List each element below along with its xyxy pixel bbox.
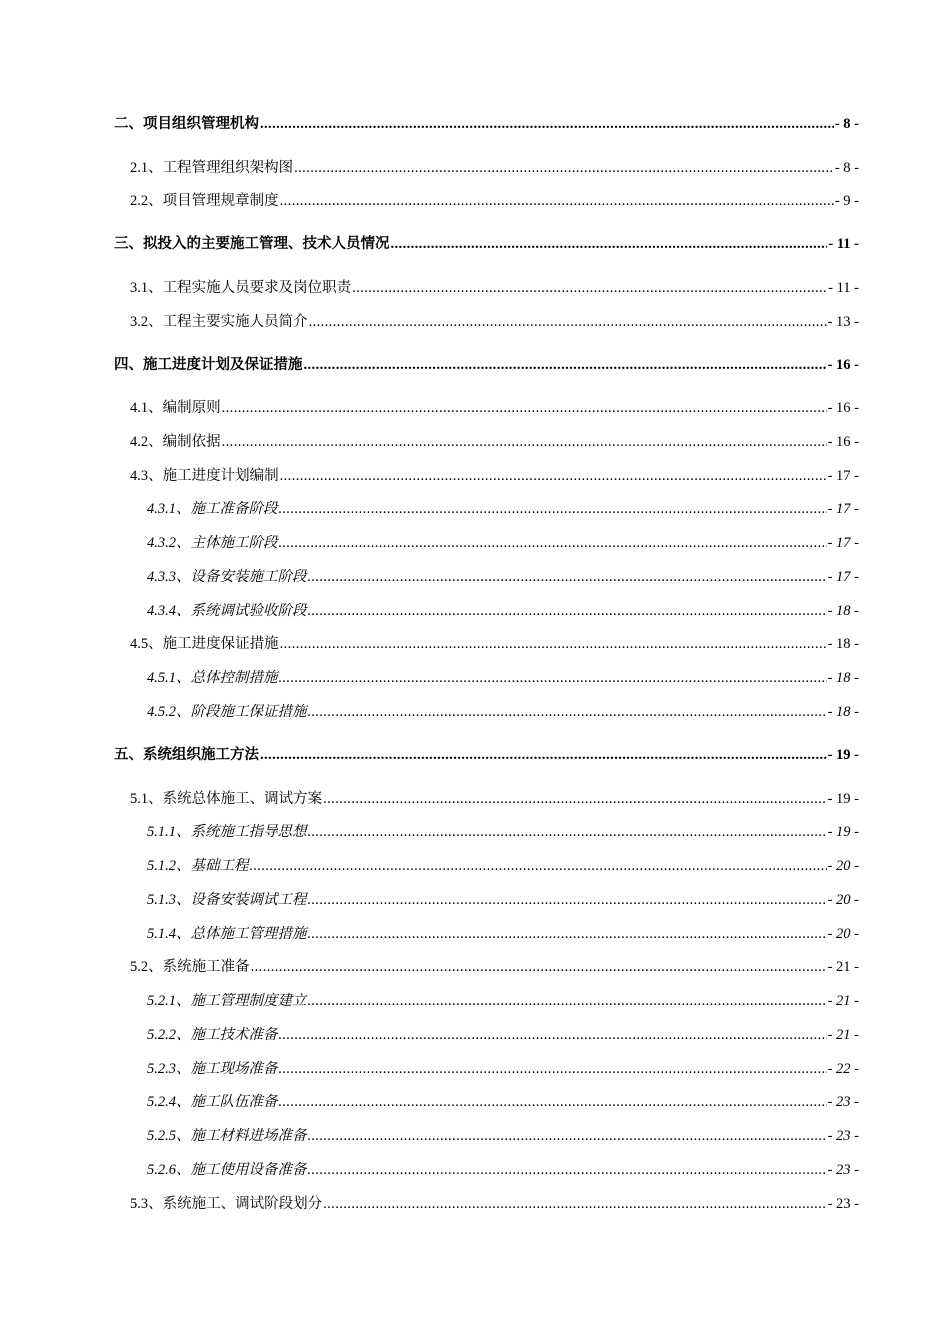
toc-entry[interactable] bbox=[147, 1125, 859, 1147]
toc-entry-page: - 9 - bbox=[834, 193, 859, 209]
toc-leader-dots bbox=[280, 465, 827, 487]
toc-entry[interactable] bbox=[147, 600, 859, 622]
toc-entry-page: - 18 - bbox=[827, 603, 859, 619]
toc-entry[interactable] bbox=[147, 1058, 859, 1080]
toc-entry-title: 5.2.5、施工材料进场准备 bbox=[147, 1128, 307, 1144]
toc-entry[interactable] bbox=[147, 498, 859, 520]
toc-entry[interactable] bbox=[130, 277, 859, 299]
toc-entry-page: - 18 - bbox=[827, 704, 859, 720]
toc-entry-title: 5.1.4、总体施工管理措施 bbox=[147, 926, 307, 942]
toc-entry-page: - 20 - bbox=[827, 892, 859, 908]
toc-leader-dots bbox=[391, 233, 828, 255]
toc-leader-dots bbox=[279, 532, 827, 554]
toc-leader-dots bbox=[279, 1058, 827, 1080]
toc-entry-page: - 18 - bbox=[827, 636, 859, 652]
toc-entry[interactable] bbox=[147, 667, 859, 689]
toc-leader-dots bbox=[323, 1193, 826, 1215]
toc-entry-title: 5.2.4、施工队伍准备 bbox=[147, 1094, 278, 1110]
toc-entry-page: - 16 - bbox=[827, 434, 859, 450]
toc-entry-title: 4.3.1、施工准备阶段 bbox=[147, 501, 278, 517]
toc-entry[interactable] bbox=[147, 701, 859, 723]
toc-leader-dots bbox=[222, 431, 827, 453]
toc-leader-dots bbox=[308, 600, 827, 622]
toc-entry[interactable] bbox=[130, 465, 859, 487]
toc-entry[interactable] bbox=[114, 354, 859, 376]
toc-entry[interactable] bbox=[130, 190, 859, 212]
toc-entry-title: 5.2.6、施工使用设备准备 bbox=[147, 1162, 307, 1178]
toc-entry-page: - 8 - bbox=[834, 160, 859, 176]
toc-entry-page: - 19 - bbox=[827, 791, 859, 807]
toc-entry[interactable] bbox=[130, 431, 859, 453]
toc-entry-title: 三、拟投入的主要施工管理、技术人员情况 bbox=[114, 236, 390, 252]
toc-entry[interactable] bbox=[130, 1193, 859, 1215]
toc-entry-title: 5.1.3、设备安装调试工程 bbox=[147, 892, 307, 908]
toc-entry-page: - 11 - bbox=[828, 236, 859, 252]
toc-entry-title: 5.1、系统总体施工、调试方案 bbox=[130, 791, 323, 807]
toc-entry-page: - 23 - bbox=[827, 1128, 859, 1144]
toc-leader-dots bbox=[308, 701, 827, 723]
toc-entry-page: - 19 - bbox=[827, 824, 859, 840]
toc-entry-page: - 16 - bbox=[827, 357, 859, 373]
toc-entry[interactable] bbox=[130, 956, 859, 978]
toc-entry[interactable] bbox=[130, 633, 859, 655]
toc-entry-title: 4.3.2、主体施工阶段 bbox=[147, 535, 278, 551]
toc-leader-dots bbox=[279, 1024, 827, 1046]
toc-entry-title: 5.3、系统施工、调试阶段划分 bbox=[130, 1196, 323, 1212]
toc-leader-dots bbox=[308, 821, 827, 843]
toc-entry-title: 5.2、系统施工准备 bbox=[130, 959, 250, 975]
toc-entry-page: - 17 - bbox=[827, 569, 859, 585]
toc-entry-title: 2.2、项目管理规章制度 bbox=[130, 193, 279, 209]
toc-entry-title: 3.1、工程实施人员要求及岗位职责 bbox=[130, 280, 352, 296]
toc-leader-dots bbox=[309, 311, 827, 333]
toc-entry[interactable] bbox=[147, 1024, 859, 1046]
toc-entry[interactable] bbox=[147, 990, 859, 1012]
toc-entry[interactable] bbox=[114, 744, 859, 766]
toc-entry-title: 4.5、施工进度保证措施 bbox=[130, 636, 279, 652]
toc-entry-page: - 13 - bbox=[827, 314, 859, 330]
toc-entry-page: - 17 - bbox=[827, 501, 859, 517]
toc-entry[interactable] bbox=[147, 1091, 859, 1113]
toc-entry[interactable] bbox=[130, 788, 859, 810]
toc-leader-dots bbox=[308, 889, 827, 911]
toc-leader-dots bbox=[308, 990, 827, 1012]
toc-leader-dots bbox=[352, 277, 827, 299]
toc-entry-title: 二、项目组织管理机构 bbox=[114, 116, 259, 132]
toc-entry-page: - 17 - bbox=[827, 535, 859, 551]
toc-entry-title: 4.1、编制原则 bbox=[130, 400, 221, 416]
toc-entry-title: 4.3.3、设备安装施工阶段 bbox=[147, 569, 307, 585]
toc-entry-page: - 20 - bbox=[827, 858, 859, 874]
toc-entry-title: 4.3、施工进度计划编制 bbox=[130, 468, 279, 484]
toc-entry[interactable] bbox=[147, 532, 859, 554]
toc-entry[interactable] bbox=[147, 855, 859, 877]
toc-leader-dots bbox=[251, 956, 827, 978]
toc-entry[interactable] bbox=[147, 889, 859, 911]
toc-entry-page: - 21 - bbox=[827, 993, 859, 1009]
toc-entry[interactable] bbox=[130, 397, 859, 419]
toc-leader-dots bbox=[308, 1125, 827, 1147]
toc-leader-dots bbox=[294, 157, 834, 179]
toc-entry-page: - 16 - bbox=[827, 400, 859, 416]
toc-entry[interactable] bbox=[147, 566, 859, 588]
toc-entry-title: 五、系统组织施工方法 bbox=[114, 747, 259, 763]
toc-leader-dots bbox=[260, 113, 834, 135]
toc-entry-title: 4.5.2、阶段施工保证措施 bbox=[147, 704, 307, 720]
toc-leader-dots bbox=[279, 667, 827, 689]
toc-entry[interactable] bbox=[130, 311, 859, 333]
toc-entry-page: - 8 - bbox=[834, 116, 859, 132]
toc-entry-page: - 21 - bbox=[827, 1027, 859, 1043]
toc-entry-page: - 21 - bbox=[827, 959, 859, 975]
toc-leader-dots bbox=[308, 923, 827, 945]
toc-entry[interactable] bbox=[147, 821, 859, 843]
toc-entry[interactable] bbox=[114, 113, 859, 135]
toc-entry-title: 5.1.2、基础工程 bbox=[147, 858, 249, 874]
toc-leader-dots bbox=[308, 566, 827, 588]
toc-entry-title: 5.1.1、系统施工指导思想 bbox=[147, 824, 307, 840]
toc-entry-title: 5.2.3、施工现场准备 bbox=[147, 1061, 278, 1077]
toc-entry[interactable] bbox=[114, 233, 859, 255]
toc-leader-dots bbox=[222, 397, 827, 419]
toc-entry[interactable] bbox=[147, 1159, 859, 1181]
toc-entry-title: 5.2.1、施工管理制度建立 bbox=[147, 993, 307, 1009]
toc-entry[interactable] bbox=[147, 923, 859, 945]
toc-leader-dots bbox=[280, 190, 834, 212]
toc-entry-title: 4.3.4、系统调试验收阶段 bbox=[147, 603, 307, 619]
toc-entry-page: - 23 - bbox=[827, 1196, 859, 1212]
toc-entry[interactable] bbox=[130, 157, 859, 179]
toc-leader-dots bbox=[304, 354, 827, 376]
toc-leader-dots bbox=[280, 633, 827, 655]
toc-entry-title: 4.5.1、总体控制措施 bbox=[147, 670, 278, 686]
toc-leader-dots bbox=[279, 498, 827, 520]
toc-entry-title: 四、施工进度计划及保证措施 bbox=[114, 357, 303, 373]
toc-entry-title: 3.2、工程主要实施人员简介 bbox=[130, 314, 308, 330]
toc-entry-title: 2.1、工程管理组织架构图 bbox=[130, 160, 294, 176]
toc-leader-dots bbox=[308, 1159, 827, 1181]
toc-leader-dots bbox=[279, 1091, 827, 1113]
toc-leader-dots bbox=[250, 855, 827, 877]
toc-entry-page: - 20 - bbox=[827, 926, 859, 942]
toc-leader-dots bbox=[260, 744, 827, 766]
toc-entry-page: - 23 - bbox=[827, 1162, 859, 1178]
toc-entry-page: - 17 - bbox=[827, 468, 859, 484]
toc-entry-page: - 22 - bbox=[827, 1061, 859, 1077]
toc-entry-title: 5.2.2、施工技术准备 bbox=[147, 1027, 278, 1043]
toc-entry-page: - 11 - bbox=[828, 280, 859, 296]
toc-entry-page: - 23 - bbox=[827, 1094, 859, 1110]
toc-leader-dots bbox=[323, 788, 826, 810]
toc-entry-page: - 18 - bbox=[827, 670, 859, 686]
toc-entry-title: 4.2、编制依据 bbox=[130, 434, 221, 450]
toc-entry-page: - 19 - bbox=[827, 747, 859, 763]
